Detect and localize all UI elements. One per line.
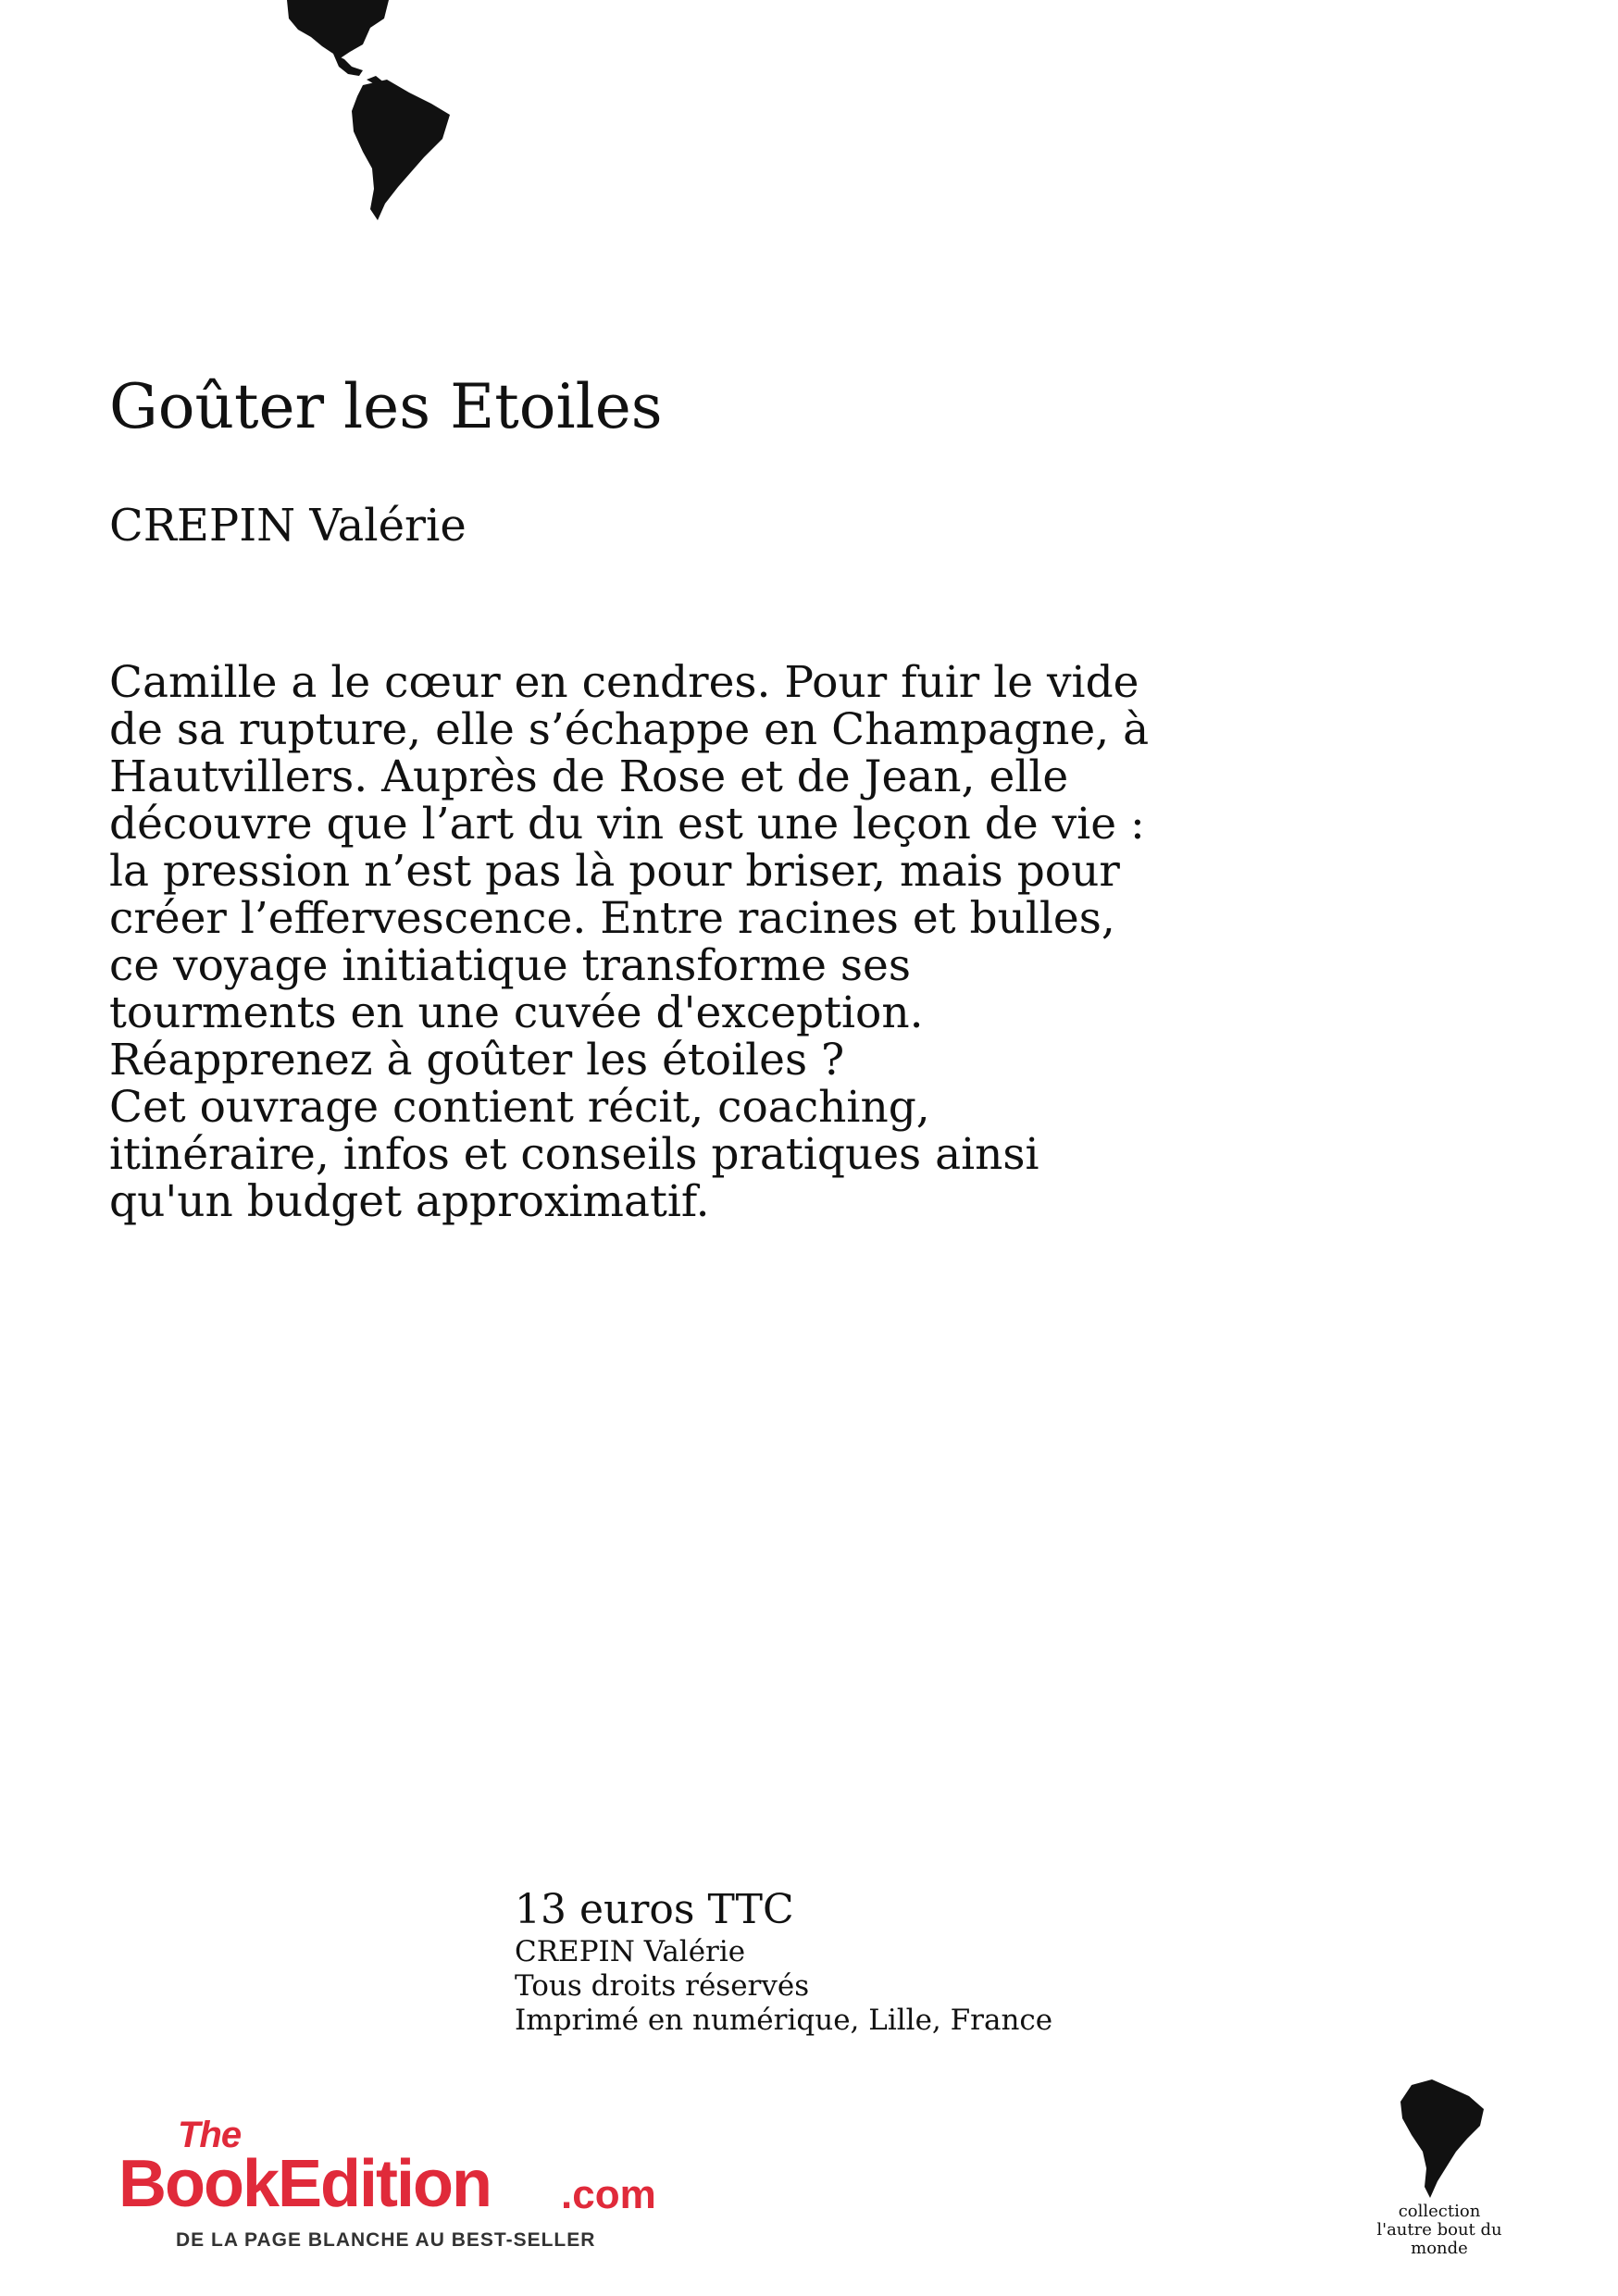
collection-name: l'autre bout du monde	[1376, 2220, 1502, 2258]
logo-name: BookEdition	[118, 2147, 491, 2221]
book-blurb	[109, 659, 1238, 1225]
book-author: CREPIN Valérie	[109, 500, 467, 552]
collection-label: collection	[1398, 2202, 1481, 2221]
logo-the: The	[178, 2115, 242, 2155]
blurb-text: Camille a le cœur en cendres. Pour fuir le vide de sa rupture, elle s’échappe en Champagne, à Hautvillers. Auprès de Rose et de Jean, elle découvre que l’art du vin est une leçon de vie : la pression n’est pas là pour briser, mais pour créer l’effervescence. Entre racines et bulles, ce voyage initiatique transforme ses tourments en une cuvée d'exception. Réapprenez à goûter les étoiles ? Cet ouvrage contient récit, coaching, itinéraire, infos et conseils pratiques ainsi qu'un budget approximatif.	[109, 657, 1150, 1227]
collection-logo	[1347, 2078, 1532, 2258]
price: 13 euros TTC	[515, 1886, 794, 1933]
rights-notice: Tous droits réservés	[515, 1968, 810, 2003]
logo-domain: .com	[561, 2172, 656, 2217]
americas-map-icon	[278, 0, 491, 231]
logo-tagline: DE LA PAGE BLANCHE AU BEST-SELLER	[176, 2229, 596, 2251]
imprint-author: CREPIN Valérie	[515, 1934, 746, 1968]
south-america-map-icon	[1384, 2078, 1495, 2203]
print-location: Imprimé en numérique, Lille, France	[515, 2003, 1053, 2037]
book-title: Goûter les Etoiles	[109, 371, 663, 442]
imprint-block	[515, 1886, 1052, 2038]
bookedition-logo	[118, 2115, 674, 2263]
